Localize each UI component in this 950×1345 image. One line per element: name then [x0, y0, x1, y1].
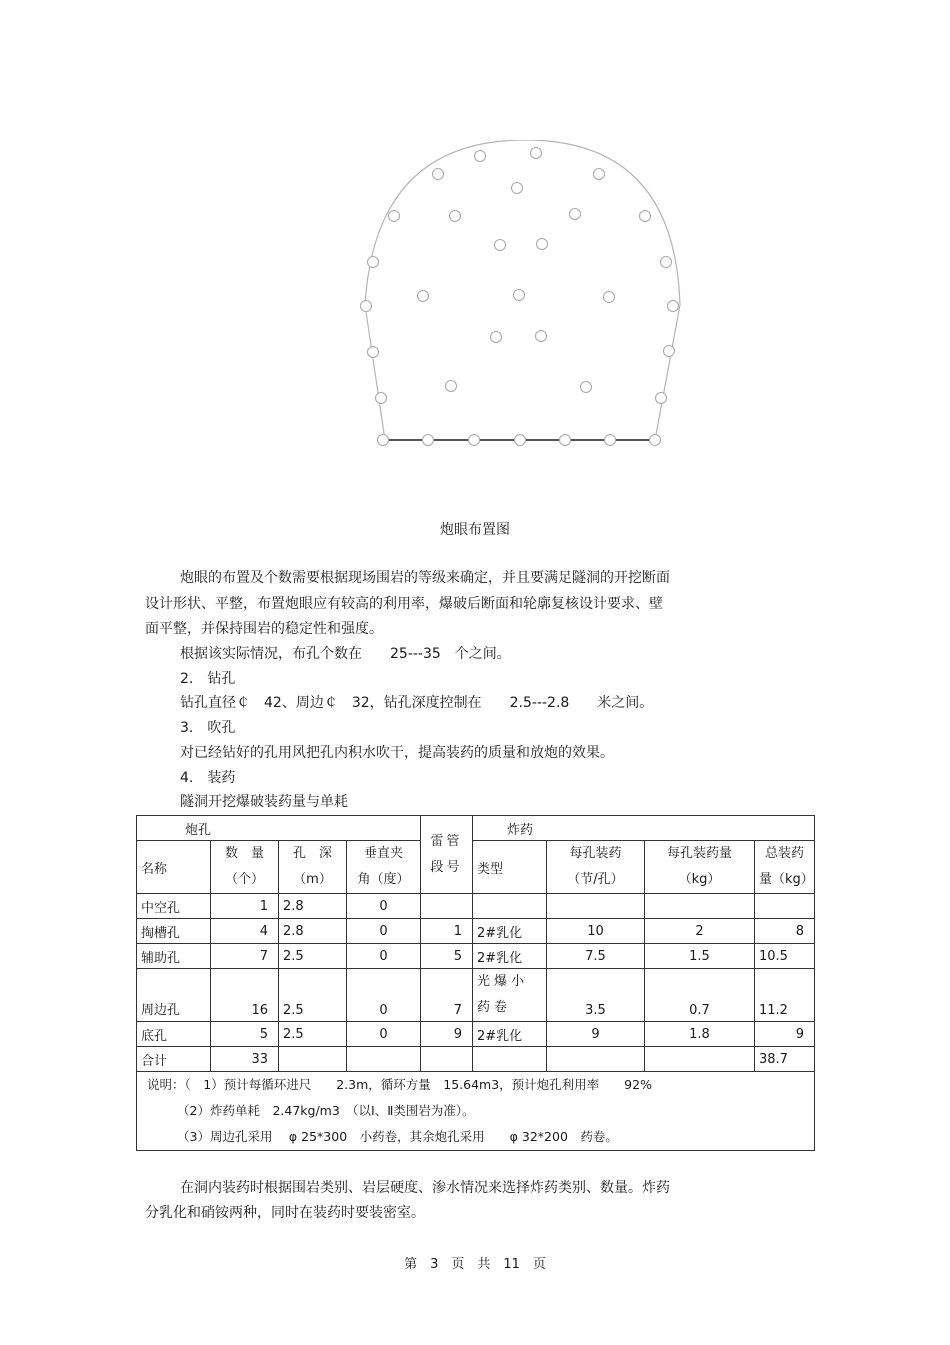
- section-heading: 4. 装药: [180, 770, 236, 786]
- hole: [581, 382, 592, 393]
- paragraph-line: 根据该实际情况，布孔个数在 25---35 个之间。: [180, 646, 511, 662]
- hole: [650, 435, 661, 446]
- hole: [537, 239, 548, 250]
- hole: [656, 393, 667, 404]
- hole: [531, 148, 542, 159]
- hole: [664, 346, 675, 357]
- col-total-header: 总装药 量（kg）: [755, 841, 815, 894]
- hole: [368, 347, 379, 358]
- group-explosive-header: 炸药: [473, 816, 815, 841]
- hole: [512, 183, 523, 194]
- col-count-header: 数 量 （个）: [211, 841, 279, 894]
- figure-caption: 炮眼布置图: [440, 522, 510, 538]
- col-per-hole-header: 每孔装药 （节/孔）: [547, 841, 645, 894]
- paragraph-line: 对已经钻好的孔用风把孔内积水吹干，提高装药的质量和放炮的效果。: [180, 745, 614, 761]
- section-heading: 3. 吹孔: [180, 720, 236, 736]
- col-angle-header: 垂直夹 角（度）: [347, 841, 421, 894]
- paragraph-line: 面平整，并保持围岩的稳定性和强度。: [145, 621, 383, 637]
- col-type-header: 类型: [473, 841, 547, 894]
- note-line: 说明：（ 1）预计每循环进尺 2.3m，循环方量 15.64m3，预计炮孔利用率 92%: [147, 1077, 652, 1092]
- note-line: （2）炸药单耗 2.47kg/m3 （以Ⅰ、Ⅱ类围岩为准）。: [177, 1103, 475, 1118]
- table-notes-row: [137, 1072, 815, 1151]
- hole: [640, 211, 651, 222]
- table-row: 周边孔 16 2.5 0 7 光爆小 药卷 3.5 0.7 11.2: [137, 969, 815, 1022]
- table-group-header-row: [137, 816, 815, 841]
- table-row: 掏槽孔 4 2.8 0 1 2#乳化 10 2 8: [137, 919, 815, 944]
- hole: [594, 169, 605, 180]
- hole: [361, 301, 372, 312]
- group-hole-header: 炮孔: [137, 816, 421, 841]
- section-heading: 2. 钻孔: [180, 671, 236, 687]
- table-row-total: 合计 33 38.7: [137, 1047, 815, 1072]
- hole: [389, 211, 400, 222]
- table-row: 底孔 5 2.5 0 9 2#乳化 9 1.8 9: [137, 1022, 815, 1047]
- hole: [423, 435, 434, 446]
- note-line: （3）周边孔采用 φ 25*300 小药卷，其余炮孔采用 φ 32*200 药卷。: [177, 1129, 618, 1144]
- table-row: 中空孔 1 2.8 0: [137, 894, 815, 919]
- hole: [570, 209, 581, 220]
- hole: [418, 291, 429, 302]
- hole: [376, 393, 387, 404]
- hole: [469, 435, 480, 446]
- page-footer: 第 3 页 共 11 页: [404, 1257, 546, 1272]
- blast-holes: [361, 148, 679, 446]
- detonator-header: 雷管段号: [421, 816, 473, 894]
- hole: [604, 292, 615, 303]
- hole: [515, 435, 526, 446]
- hole: [446, 381, 457, 392]
- hole: [368, 257, 379, 268]
- paragraph-line: 设计形状、平整，布置炮眼应有较高的利用率，爆破后断面和轮廓复核设计要求、壁: [145, 596, 663, 612]
- hole: [475, 151, 486, 162]
- paragraph-line: 炮眼的布置及个数需要根据现场围岩的等级来确定，并且要满足隧洞的开挖断面: [180, 570, 670, 586]
- hole: [433, 169, 444, 180]
- hole: [560, 435, 571, 446]
- table-column-header-row: [137, 841, 815, 894]
- col-depth-header: 孔 深 （m）: [279, 841, 347, 894]
- explosive-charge-table: [136, 815, 815, 1151]
- blast-hole-layout-diagram: [355, 140, 695, 460]
- paragraph-line: 在洞内装药时根据围岩类别、岩层硬度、渗水情况来选择炸药类别、数量。炸药: [180, 1180, 670, 1196]
- hole: [605, 435, 616, 446]
- hole: [536, 331, 547, 342]
- hole: [495, 240, 506, 251]
- tunnel-outline: [365, 140, 680, 440]
- col-per-hole-kg-header: 每孔装药量 （kg）: [645, 841, 755, 894]
- table-title: 隧洞开挖爆破装药量与单耗: [180, 794, 348, 810]
- hole: [491, 332, 502, 343]
- hole: [661, 257, 672, 268]
- hole: [450, 211, 461, 222]
- hole: [514, 290, 525, 301]
- table-row: 辅助孔 7 2.5 0 5 2#乳化 7.5 1.5 10.5: [137, 944, 815, 969]
- hole: [668, 301, 679, 312]
- paragraph-line: 钻孔直径￠ 42、周边￠ 32，钻孔深度控制在 2.5---2.8 米之间。: [180, 695, 654, 711]
- hole: [378, 435, 389, 446]
- paragraph-line: 分乳化和硝铵两种，同时在装药时要装密室。: [145, 1205, 425, 1221]
- col-name-header: 名称: [137, 841, 211, 894]
